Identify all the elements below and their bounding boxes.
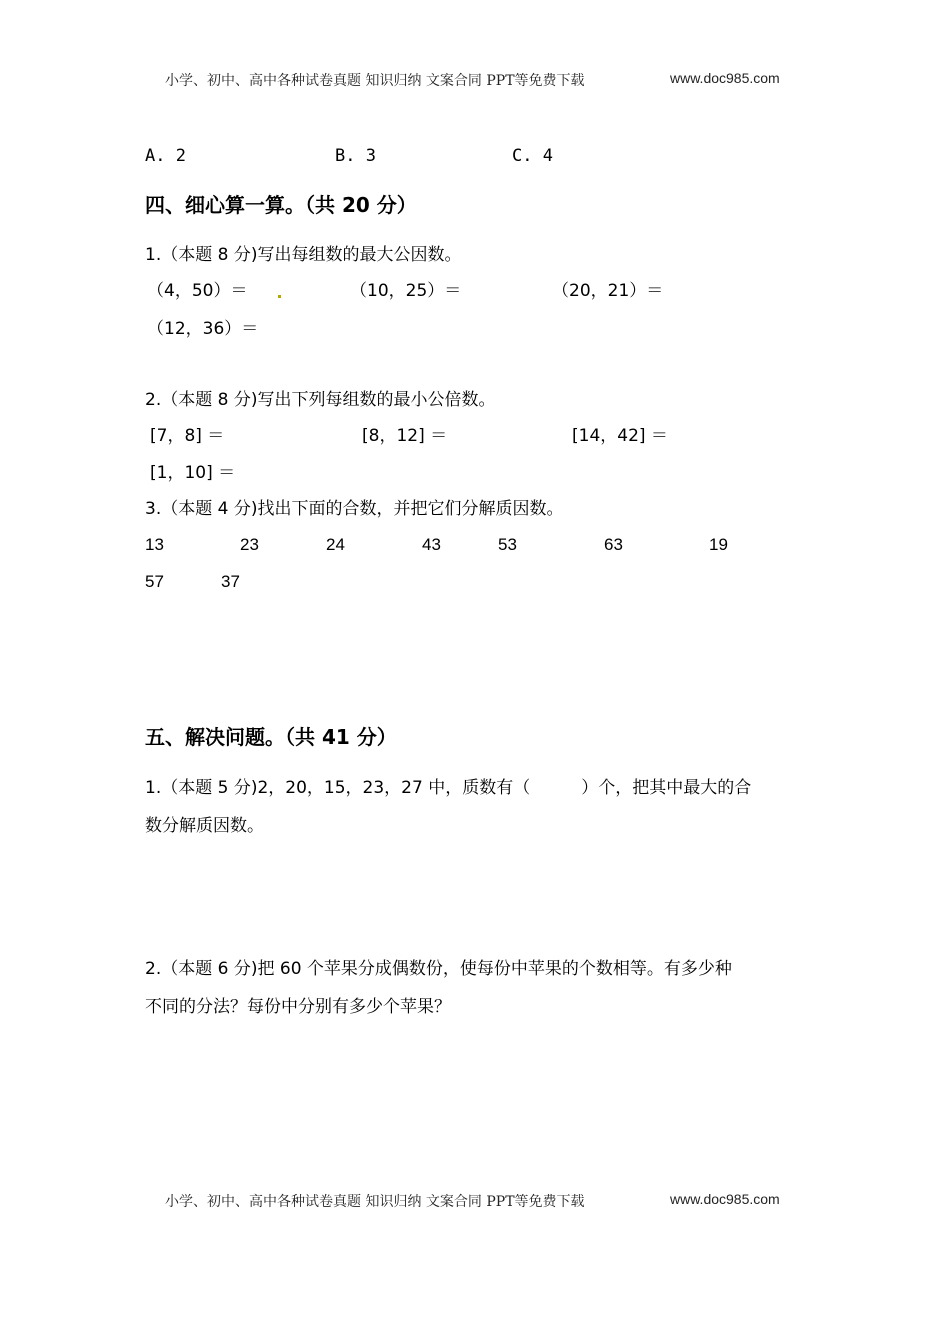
s4-q3-number: 57 bbox=[145, 572, 164, 591]
s4-q3-prompt: 3.（本题 4 分)找出下面的合数，并把它们分解质因数。 bbox=[145, 499, 564, 519]
s4-q3-number: 37 bbox=[221, 572, 240, 591]
stray-mark bbox=[278, 295, 281, 298]
s4-q2-prompt: 2.（本题 8 分)写出下列每组数的最小公倍数。 bbox=[145, 390, 496, 410]
s4-q3-number: 23 bbox=[240, 535, 259, 554]
header-text: 小学、初中、高中各种试卷真题 知识归纳 文案合同 PPT等免费下载 bbox=[165, 73, 585, 89]
option-c: C. 4 bbox=[512, 146, 553, 166]
footer-url[interactable]: www.doc985.com bbox=[670, 1191, 780, 1207]
s4-q2-item-1: [7，8] ＝ bbox=[150, 426, 225, 446]
s4-q3-number: 19 bbox=[709, 535, 728, 554]
s5-q2-line-1: 2.（本题 6 分)把 60 个苹果分成偶数份，使每份中苹果的个数相等。有多少种 bbox=[145, 959, 732, 979]
option-a: A. 2 bbox=[145, 146, 186, 166]
s4-q1-item-4: （12，36）＝ bbox=[147, 319, 259, 339]
s4-q1-prompt: 1.（本题 8 分)写出每组数的最大公因数。 bbox=[145, 245, 462, 265]
s4-q2-item-4: [1，10] ＝ bbox=[150, 463, 236, 483]
s4-q3-number: 43 bbox=[422, 535, 441, 554]
s4-q1-item-3: （20，21）＝ bbox=[552, 281, 664, 301]
s4-q3-number: 24 bbox=[326, 535, 345, 554]
s5-q1-line-1: 1.（本题 5 分)2，20，15，23，27 中，质数有（ ）个，把其中最大的合 bbox=[145, 778, 752, 798]
s4-q3-number: 53 bbox=[498, 535, 517, 554]
option-b: B. 3 bbox=[335, 146, 376, 166]
header-url[interactable]: www.doc985.com bbox=[670, 70, 780, 86]
s4-q2-item-2: [8，12] ＝ bbox=[362, 426, 448, 446]
section-4-title: 四、细心算一算。（共 20 分） bbox=[145, 193, 417, 217]
footer-text: 小学、初中、高中各种试卷真题 知识归纳 文案合同 PPT等免费下载 bbox=[165, 1194, 585, 1210]
s5-q2-line-2: 不同的分法？每份中分别有多少个苹果？ bbox=[145, 997, 451, 1017]
section-5-title: 五、解决问题。（共 41 分） bbox=[145, 725, 397, 749]
s4-q1-item-1: （4，50）＝ bbox=[147, 281, 248, 301]
s4-q3-number: 63 bbox=[604, 535, 623, 554]
s5-q1-line-2: 数分解质因数。 bbox=[145, 816, 264, 836]
s4-q1-item-2: （10，25）＝ bbox=[350, 281, 462, 301]
s4-q2-item-3: [14，42] ＝ bbox=[572, 426, 668, 446]
s4-q3-number: 13 bbox=[145, 535, 164, 554]
